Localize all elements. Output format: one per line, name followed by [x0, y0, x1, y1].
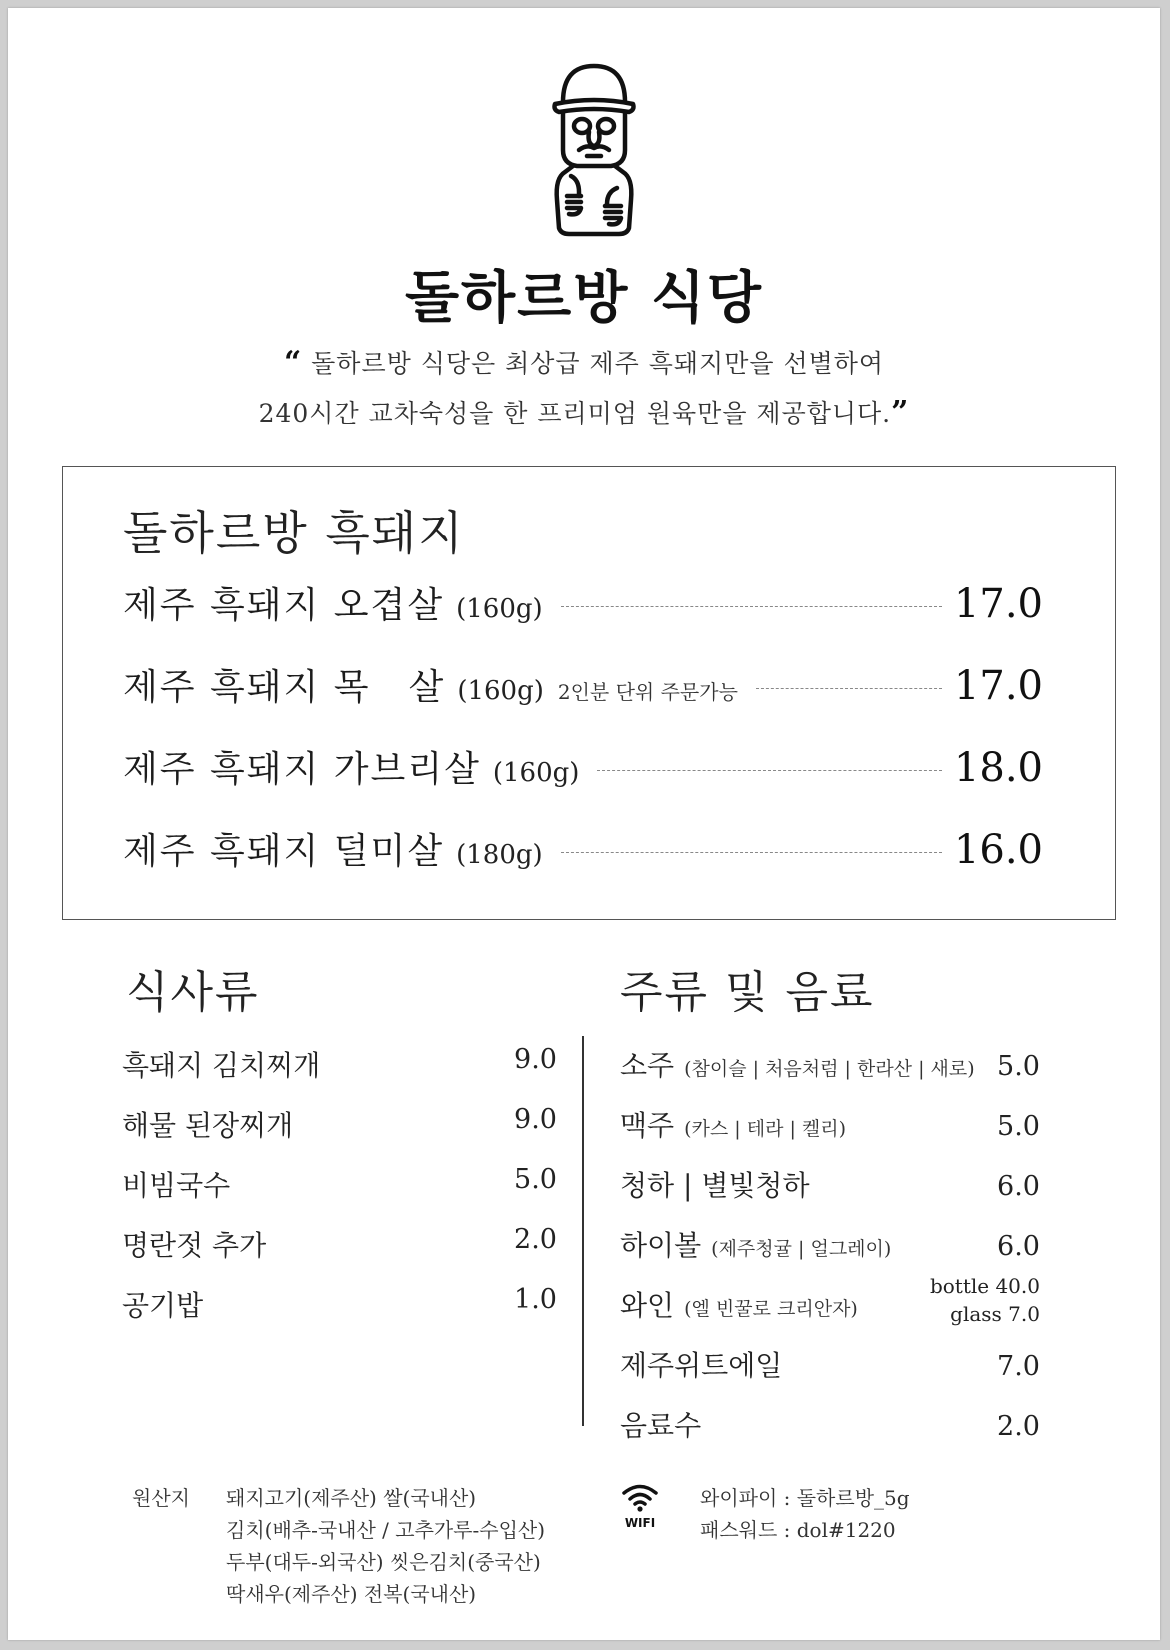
meals-section-title: 식사류: [126, 967, 260, 1018]
quote-line-1: [8, 344, 1160, 380]
meal-item-price: 9.0: [514, 1104, 557, 1135]
wifi-icon: [620, 1482, 660, 1512]
quote-text-2: 240시간 교차숙성을 한 프리미엄 원육만을 제공합니다.: [258, 399, 892, 428]
origin-line: 딱새우(제주산) 전복(국내산): [226, 1582, 477, 1606]
pork-menu-box: [62, 466, 1116, 920]
wifi-label: WIFI: [624, 1516, 656, 1530]
wifi-network: 와이파이 : 돌하르방_5g: [700, 1486, 910, 1510]
drink-item-name: 청하 | 별빛청하: [620, 1169, 810, 1202]
drink-item-price: 6.0: [997, 1231, 1040, 1262]
dotted-leader: [561, 606, 942, 607]
pork-item: [123, 577, 1043, 627]
wifi-badge: [620, 1482, 660, 1530]
origin-line: 돼지고기(제주산) 쌀(국내산): [226, 1486, 477, 1510]
meal-item-name: 명란젓 추가: [122, 1229, 267, 1262]
meal-item-name: 공기밥: [122, 1289, 204, 1322]
drink-item: [620, 1164, 1040, 1204]
pork-item-note: 2인분 단위 주문가능: [557, 680, 738, 704]
wine-price-block: [908, 1272, 1040, 1328]
drink-item-desc: (카스 | 테라 | 켈리): [684, 1118, 847, 1140]
pork-item-price: 18.0: [953, 745, 1043, 791]
pork-item-weight: (160g): [457, 676, 544, 706]
drink-item: [620, 1044, 1040, 1084]
meal-item-price: 5.0: [514, 1164, 557, 1195]
pork-item: [123, 823, 1043, 873]
meal-item: [122, 1284, 557, 1324]
meal-item: [122, 1164, 557, 1204]
origin-line: 두부(대두-외국산) 씻은김치(중국산): [226, 1550, 541, 1574]
origin-line: 김치(배추-국내산 / 고추가루-수입산): [226, 1518, 546, 1542]
drink-item-desc: (제주청귤 | 얼그레이): [711, 1238, 892, 1260]
pork-item-name: 제주 흑돼지 목 살: [123, 667, 446, 708]
drink-item-name: 하이볼: [620, 1229, 702, 1262]
drink-item: [620, 1224, 1040, 1264]
meal-item: [122, 1104, 557, 1144]
wifi-password: 패스워드 : dol#1220: [700, 1518, 896, 1542]
dotted-leader: [756, 688, 942, 689]
drink-item-name: 제주위트에일: [620, 1349, 783, 1382]
open-quote-mark: “: [283, 345, 303, 380]
drink-item-desc: (엘 빈꿀로 크리안자): [684, 1298, 858, 1320]
meal-item-price: 2.0: [514, 1224, 557, 1255]
pork-item: [123, 659, 1043, 709]
dol-hareubang-logo-icon: [549, 60, 639, 240]
meal-item-name: 흑돼지 김치찌개: [122, 1049, 321, 1082]
drink-item-price: 6.0: [997, 1171, 1040, 1202]
pork-item-name: 제주 흑돼지 덜미살: [123, 831, 445, 872]
pork-item-price: 17.0: [953, 581, 1043, 627]
pork-item-weight: (160g): [492, 758, 580, 788]
meal-item-name: 비빔국수: [122, 1169, 231, 1202]
pork-item-name: 제주 흑돼지 가브리살: [123, 749, 481, 790]
origin-label: 원산지: [132, 1486, 190, 1510]
meal-item: [122, 1044, 557, 1084]
drink-item-name: 맥주: [620, 1109, 675, 1142]
quote-text-1: 돌하르방 식당은 최상급 제주 흑돼지만을 선별하여: [311, 349, 885, 378]
drink-item-name: 와인: [620, 1289, 675, 1322]
meal-item-price: 1.0: [514, 1284, 557, 1315]
dotted-leader: [561, 852, 942, 853]
wine-glass-price: glass 7.0: [950, 1302, 1040, 1326]
menu-page: [8, 8, 1160, 1640]
pork-item-weight: (160g): [456, 594, 543, 624]
pork-item-weight: (180g): [456, 840, 543, 870]
origin-list: [226, 1482, 545, 1610]
restaurant-name: 돌하르방 식당: [404, 266, 764, 331]
quote-line-2: [8, 394, 1160, 430]
wine-bottle-price: bottle 40.0: [929, 1274, 1040, 1298]
meal-item-price: 9.0: [514, 1044, 557, 1075]
drink-item: [620, 1284, 920, 1324]
drink-item-name: 소주: [620, 1049, 675, 1082]
drink-item: [620, 1104, 1040, 1144]
drink-item-price: 5.0: [997, 1051, 1040, 1082]
pork-item: [123, 741, 1043, 791]
drink-item-desc: (참이슬 | 처음처럼 | 한라산 | 새로): [684, 1058, 975, 1080]
meal-item-name: 해물 된장찌개: [122, 1109, 294, 1142]
meal-item: [122, 1224, 557, 1264]
close-quote-mark: ”: [891, 395, 910, 430]
drink-item-price: 5.0: [997, 1111, 1040, 1142]
wifi-info: [700, 1482, 910, 1546]
drink-item: [620, 1344, 1040, 1384]
drink-item-price: 2.0: [997, 1411, 1040, 1442]
pork-item-price: 16.0: [953, 827, 1043, 873]
pork-item-name: 제주 흑돼지 오겹살: [123, 585, 445, 626]
drink-item-name: 음료수: [620, 1409, 702, 1442]
drink-item: [620, 1404, 1040, 1444]
pork-item-price: 17.0: [953, 663, 1043, 709]
column-divider: [582, 1036, 584, 1426]
drink-item-price: 7.0: [997, 1351, 1040, 1382]
drinks-section-title: 주류 및 음료: [620, 967, 875, 1018]
pork-section-title: 돌하르방 흑돼지: [123, 506, 465, 560]
dotted-leader: [597, 770, 942, 771]
